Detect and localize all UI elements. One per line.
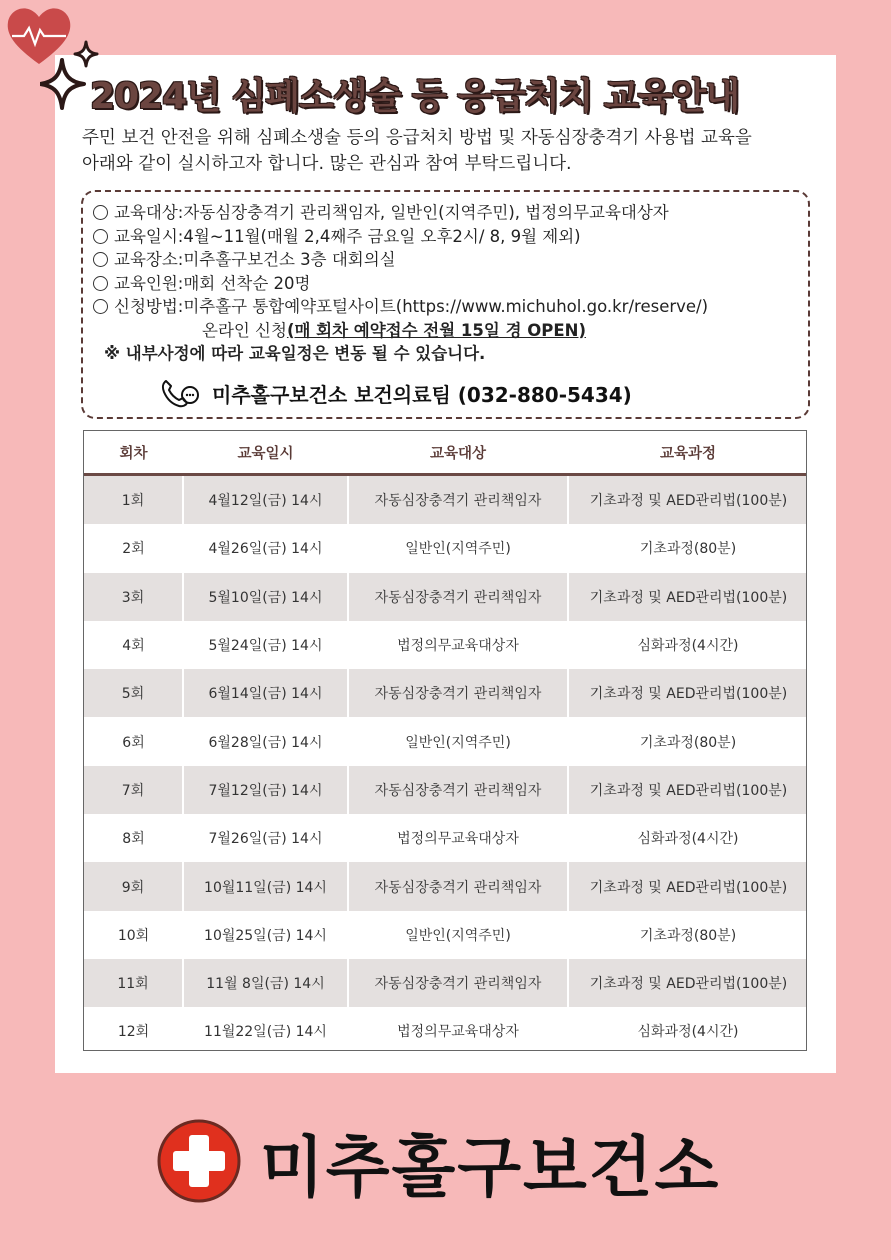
cell-round: 4회 [122, 638, 145, 655]
apply-online-text: 온라인 신청 [202, 320, 287, 340]
phone-chat-icon [160, 377, 200, 409]
cell-target: 법정의무교육대상자 [397, 1024, 519, 1041]
cell-course: 기초과정 및 AED관리법(100분) [568, 573, 807, 621]
cell-datetime: 5월10일(금) 14시 [183, 573, 348, 621]
cell-round: 1회 [84, 475, 183, 525]
info-label: 교육일시: [114, 226, 184, 246]
cell-course: 기초과정 및 AED관리법(100분) [568, 862, 807, 910]
contact-text: 미추홀구보건소 보건의료팀 (032-880-5434) [212, 382, 632, 407]
info-label: 교육장소: [114, 250, 184, 269]
footer-logo [156, 1118, 720, 1204]
cell-datetime: 6월14일(금) 14시 [183, 669, 348, 717]
cell-target: 법정의무교육대상자 [397, 638, 519, 655]
intro-text [82, 125, 832, 177]
info-label: 교육인원: [114, 273, 184, 293]
cell-target: 일반인(지역주민) [405, 734, 511, 751]
circle-bullet-icon [93, 205, 108, 220]
info-label: 교육대상: [114, 203, 184, 222]
table-row [84, 524, 807, 572]
table-row [84, 862, 807, 910]
cell-datetime: 7월12일(금) 14시 [183, 766, 348, 814]
circle-bullet-icon [93, 299, 108, 314]
cell-target: 자동심장충격기 관리책임자 [348, 862, 568, 910]
info-value: 매회 선착순 20명 [183, 273, 311, 293]
cell-round: 6회 [122, 734, 145, 751]
cell-round: 2회 [122, 541, 145, 558]
info-value: 자동심장충격기 관리책임자, 일반인(지역주민), 법정의무교육대상자 [183, 203, 669, 222]
cell-target: 일반인(지역주민) [405, 541, 511, 558]
cell-course: 심화과정(4시간) [637, 1024, 739, 1041]
table-row [84, 621, 807, 669]
cell-course: 기초과정 및 AED관리법(100분) [568, 475, 807, 525]
table-row [84, 911, 807, 959]
cell-course: 기초과정 및 AED관리법(100분) [568, 766, 807, 814]
cell-round: 5회 [84, 669, 183, 717]
intro-line: 주민 보건 안전을 위해 심폐소생술 등의 응급처치 방법 및 자동심장충격기 사용법 교육을 [82, 128, 752, 148]
table-row [84, 814, 807, 862]
cell-datetime: 7월26일(금) 14시 [208, 831, 323, 848]
circle-bullet-icon [93, 252, 108, 267]
cell-target: 일반인(지역주민) [405, 927, 511, 944]
apply-online-line [90, 319, 820, 343]
cell-round: 3회 [84, 573, 183, 621]
cell-round: 7회 [84, 766, 183, 814]
info-row-target [90, 201, 820, 225]
cell-target: 자동심장충격기 관리책임자 [348, 475, 568, 525]
info-label: 신청방법: [114, 297, 184, 316]
cell-course: 기초과정 및 AED관리법(100분) [568, 669, 807, 717]
cell-course: 심화과정(4시간) [637, 831, 739, 848]
cell-datetime: 4월12일(금) 14시 [183, 475, 348, 525]
info-list [90, 201, 820, 366]
info-value: 미추홀구보건소 3층 대회의실 [183, 250, 396, 269]
info-row-apply [90, 295, 820, 319]
cell-datetime: 5월24일(금) 14시 [208, 638, 323, 655]
contact-line [160, 376, 632, 410]
cell-course: 기초과정(80분) [639, 927, 737, 944]
cell-target: 자동심장충격기 관리책임자 [348, 959, 568, 1007]
cell-course: 기초과정(80분) [639, 541, 737, 558]
medical-cross-icon [156, 1118, 242, 1204]
cell-datetime: 6월28일(금) 14시 [208, 734, 323, 751]
cell-round: 8회 [122, 831, 145, 848]
info-row-location [90, 248, 820, 272]
table-row [84, 475, 807, 525]
info-value: 4월~11월(매월 2,4째주 금요일 오후2시/ 8, 9월 제외) [183, 226, 581, 246]
cell-datetime: 10월11일(금) 14시 [183, 862, 348, 910]
schedule-notice: ※ 내부사정에 따라 교육일정은 변동 될 수 있습니다. [104, 344, 486, 363]
cell-datetime: 11월22일(금) 14시 [204, 1024, 327, 1041]
table-row [84, 1007, 807, 1051]
cell-datetime: 4월26일(금) 14시 [208, 541, 323, 558]
cell-round: 9회 [84, 862, 183, 910]
cell-target: 법정의무교육대상자 [397, 831, 519, 848]
cell-target: 자동심장충격기 관리책임자 [348, 669, 568, 717]
info-row-schedule [90, 225, 820, 249]
header-target: 교육대상 [348, 431, 568, 475]
cell-round: 10회 [117, 927, 150, 944]
table-row [84, 717, 807, 765]
table-header-row [84, 431, 807, 475]
cell-course: 기초과정(80분) [639, 734, 737, 751]
cell-target: 자동심장충격기 관리책임자 [348, 573, 568, 621]
header-datetime: 교육일시 [183, 431, 348, 475]
circle-bullet-icon [93, 276, 108, 291]
cell-round: 12회 [117, 1024, 150, 1041]
page-title: 2024년 심폐소생술 등 응급처치 교육안내 [90, 76, 739, 117]
info-value: 미추홀구 통합예약포털사이트(https://www.michuhol.go.kr/reserve/) [183, 297, 709, 316]
cell-datetime: 11월 8일(금) 14시 [183, 959, 348, 1007]
table-row [84, 669, 807, 717]
cell-course: 기초과정 및 AED관리법(100분) [568, 959, 807, 1007]
apply-open-date: (매 회차 예약접수 전월 15일 경 OPEN) [286, 320, 586, 340]
cell-datetime: 10월25일(금) 14시 [204, 927, 327, 944]
table-row [84, 959, 807, 1007]
table-row [84, 766, 807, 814]
schedule-table [83, 430, 807, 1051]
cell-round: 11회 [84, 959, 183, 1007]
cell-target: 자동심장충격기 관리책임자 [348, 766, 568, 814]
intro-line: 아래와 같이 실시하고자 합니다. 많은 관심과 참여 부탁드립니다. [82, 154, 572, 174]
header-round: 회차 [84, 431, 183, 475]
cell-course: 심화과정(4시간) [637, 638, 739, 655]
footer-org-name: 미추홀구보건소 [260, 1128, 721, 1206]
info-row-capacity [90, 272, 820, 296]
header-course: 교육과정 [568, 431, 807, 475]
circle-bullet-icon [93, 229, 108, 244]
table-row [84, 573, 807, 621]
